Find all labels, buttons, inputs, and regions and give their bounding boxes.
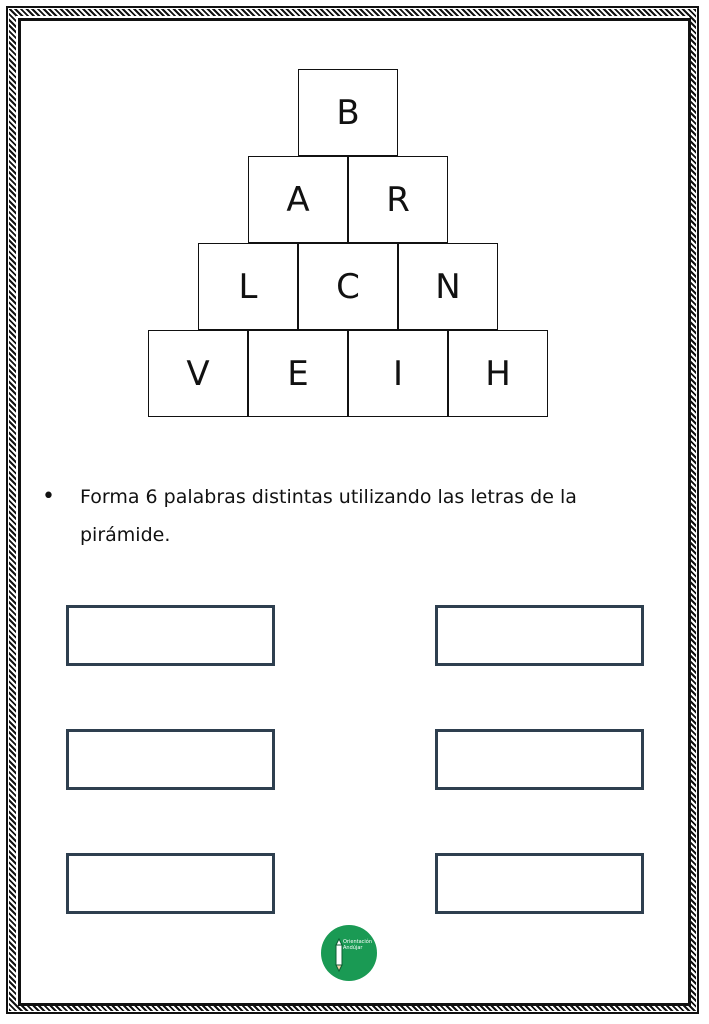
instruction-text: Forma 6 palabras distintas utilizando las letras de la pirámide.	[80, 486, 577, 546]
answer-box[interactable]	[435, 729, 644, 790]
pyramid-cell: H	[448, 330, 548, 417]
answer-box[interactable]	[435, 605, 644, 666]
answer-box[interactable]	[66, 729, 275, 790]
pencil-icon	[321, 925, 377, 981]
answer-box[interactable]	[435, 853, 644, 914]
logo-line-2: Andújar	[343, 945, 363, 951]
pyramid-cell: L	[198, 243, 298, 330]
answer-box[interactable]	[66, 853, 275, 914]
orientacion-andujar-logo	[321, 925, 377, 981]
instruction	[40, 478, 650, 554]
logo-text	[343, 939, 372, 951]
pyramid-cell: A	[248, 156, 348, 243]
pyramid-cell: C	[298, 243, 398, 330]
pyramid-cell: I	[348, 330, 448, 417]
pyramid-cell: N	[398, 243, 498, 330]
pyramid-cell: E	[248, 330, 348, 417]
logo-line-1: Orientación	[343, 939, 373, 945]
answer-box[interactable]	[66, 605, 275, 666]
pyramid-cell: R	[348, 156, 448, 243]
pyramid-cell: B	[298, 69, 398, 156]
pyramid-cell: V	[148, 330, 248, 417]
bullet-point: •	[42, 484, 55, 509]
